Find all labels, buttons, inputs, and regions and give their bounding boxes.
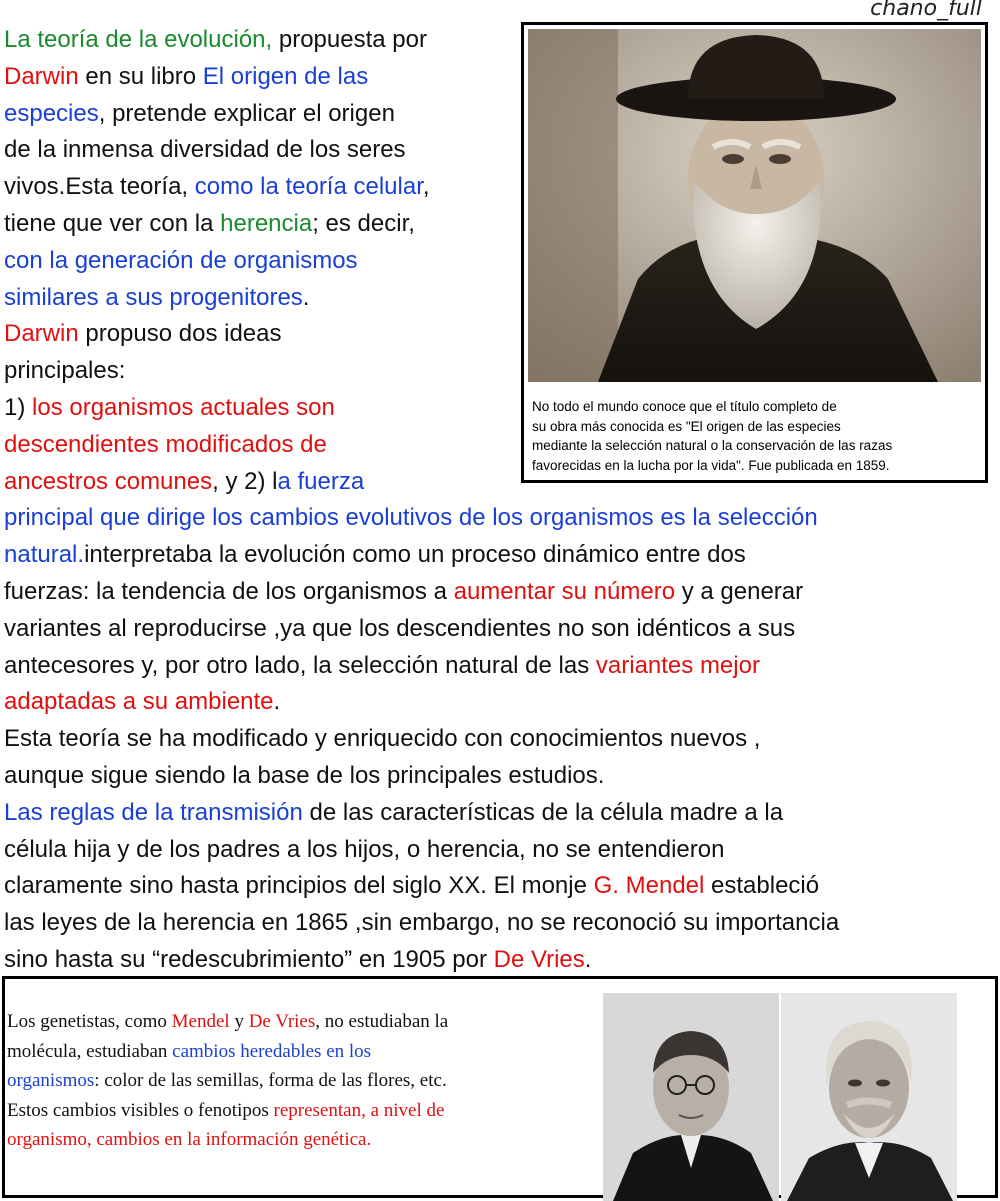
text-line (4, 868, 998, 905)
text-span: descendientes modificados de (4, 430, 327, 458)
text-span: , (422, 173, 430, 201)
text-span: fuerzas: la tendencia de los organismos a (4, 577, 454, 605)
text-span: 1) (4, 393, 33, 421)
text-span: La teoría de la evolución, (4, 26, 273, 53)
darwin-figure (521, 22, 988, 483)
text-span: , pretende explicar el origen (98, 99, 395, 127)
genetics-box (2, 976, 998, 1198)
darwin-caption (532, 397, 980, 475)
text-span: . (273, 688, 281, 716)
text-span: principales: (4, 357, 126, 385)
text-span: adaptadas a su ambiente (4, 688, 274, 716)
text-span: interpretaba la evolución como un proceso dinámico entre dos (84, 541, 746, 569)
caption-line: favorecidas en la lucha por la vida". Fue publicada en 1859. (532, 457, 890, 473)
genetics-text-span: : color de las semillas, forma de las flores, etc. (94, 1070, 447, 1091)
text-span: ancestros comunes (4, 467, 213, 495)
text-span: variantes mejor (595, 651, 760, 679)
text-span: claramente sino hasta principios del siglo XX. El monje (4, 872, 594, 900)
genetics-text-span: , no estudiaban la (315, 1011, 449, 1032)
genetics-text-line (7, 1037, 597, 1067)
caption-line: mediante la selección natural o la conservación de las razas (532, 438, 893, 453)
text-span: principal que dirige los cambios evolutivos de los organismos es la selección (4, 504, 818, 532)
text-span: El origen de las (202, 62, 369, 90)
genetics-text-span: representan, a nivel de (273, 1099, 445, 1121)
text-line (4, 905, 998, 942)
genetics-text-line (7, 1066, 597, 1096)
text-span: Las reglas de la transmisión (4, 798, 303, 826)
caption-line: No todo el mundo conoce que el título completo de (532, 399, 837, 414)
text-span: . (584, 945, 592, 973)
text-span: ; es decir, (312, 209, 415, 237)
genetics-text-span: y (229, 1011, 249, 1032)
text-span: . (302, 283, 310, 311)
genetics-text-span: organismo, cambios en la información genética. (7, 1129, 372, 1150)
text-span: aunque sigue siendo la base de los principales estudios. (4, 761, 605, 789)
genetics-text-span: De Vries (248, 1011, 316, 1032)
text-line (4, 500, 998, 537)
text-span: en su libro (78, 62, 203, 90)
text-line (4, 721, 998, 758)
text-span: aumentar su número (453, 577, 676, 605)
text-span: y a generar (675, 577, 804, 605)
text-span: natural. (4, 541, 85, 569)
genetics-text-line (7, 1096, 597, 1126)
text-span: Darwin (4, 62, 79, 90)
text-span: similares a sus progenitores (4, 283, 303, 311)
text-span: de la inmensa diversidad de los seres (4, 136, 406, 164)
darwin-portrait-image (528, 29, 981, 382)
genetics-text-span: organismos (7, 1070, 95, 1091)
caption-line: su obra más conocida es "El origen de las especies (532, 418, 841, 434)
genetics-text-line (7, 1125, 597, 1155)
text-span: célula hija y de los padres a los hijos, o herencia, no se entendieron (4, 835, 725, 863)
text-span: , y 2) l (212, 467, 278, 495)
text-line (4, 648, 998, 685)
text-line (4, 832, 998, 869)
text-span: herencia (220, 209, 313, 237)
text-span: a fuerza (277, 467, 365, 495)
genetics-text-line (7, 1007, 597, 1037)
text-line (4, 795, 998, 832)
watermark: chano_full (870, 0, 982, 21)
genetics-text (7, 1007, 597, 1155)
text-span: especies (4, 99, 99, 127)
text-span: vivos.Esta teoría, (4, 173, 195, 201)
text-span: los organismos actuales son (32, 393, 335, 421)
text-line (4, 611, 998, 648)
text-span: propuso dos ideas (78, 320, 282, 348)
mendel-portrait-image (603, 993, 779, 1201)
text-line (4, 942, 998, 979)
genetics-text-span: cambios heredables en los (172, 1040, 372, 1062)
text-span: G. Mendel (593, 872, 705, 900)
text-line (4, 537, 998, 574)
text-line (4, 574, 998, 611)
genetics-text-span: Los genetistas, como (7, 1011, 172, 1032)
text-span: antecesores y, por otro lado, la selección natural de las (4, 651, 596, 679)
text-line (4, 684, 998, 721)
text-span: las leyes de la herencia en 1865 ,sin embargo, no se reconoció su importancia (4, 909, 840, 937)
text-span: variantes al reproducirse ,ya que los descendientes no son idénticos a sus (4, 614, 796, 642)
text-span: Darwin (4, 320, 79, 348)
genetics-text-span: Estos cambios visibles o fenotipos (7, 1099, 274, 1121)
text-span: como la teoría celular (194, 173, 423, 201)
text-span: sino hasta su “redescubrimiento” en 1905 por (4, 945, 494, 973)
text-span: propuesta por (272, 26, 427, 53)
text-span: Esta teoría se ha modificado y enriquecido con conocimientos nuevos , (4, 725, 761, 753)
text-line (4, 758, 998, 795)
text-span: de las características de la célula madre a la (302, 798, 784, 826)
text-span: De Vries (493, 945, 585, 973)
text-span: tiene que ver con la (4, 209, 221, 237)
text-span: estableció (704, 872, 820, 900)
genetics-text-span: Mendel (171, 1011, 230, 1032)
genetics-text-span: molécula, estudiaban (7, 1040, 173, 1062)
text-span: con la generación de organismos (4, 246, 358, 274)
devries-portrait-image (781, 993, 957, 1201)
